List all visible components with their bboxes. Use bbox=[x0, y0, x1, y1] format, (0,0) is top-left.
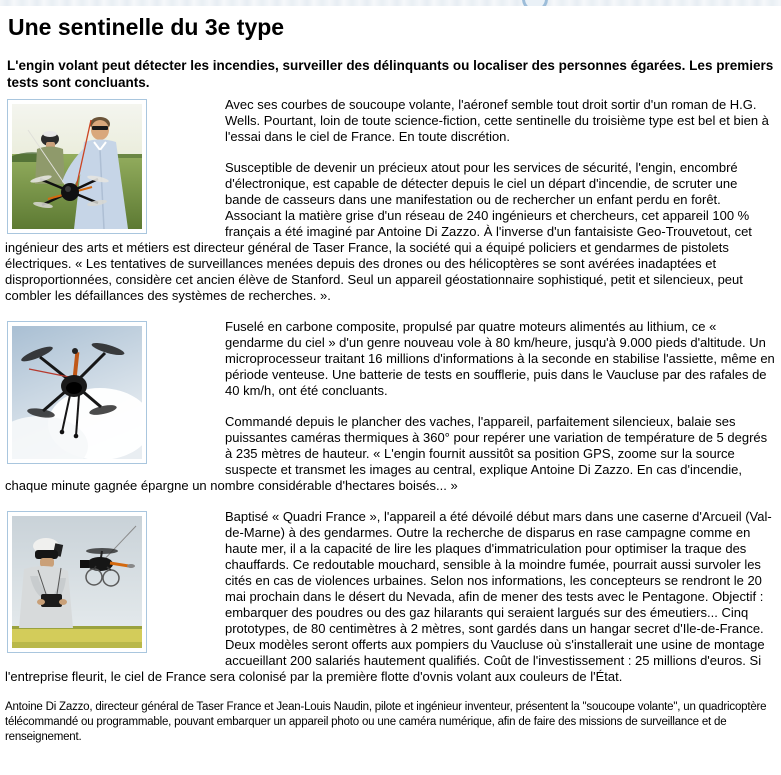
drone-flying-photo-art bbox=[12, 326, 142, 459]
paragraph: Avec ses courbes de soucoupe volante, l'aéronef semble tout droit sortir d'un roman de H.G. Wells. Pourtant, loin de toute science-fiction, cette sentinelle du troisième type est bel et bien à l'essai dans le ciel de France. En toute discrétion. bbox=[225, 97, 769, 144]
cropped-logo-fragment bbox=[522, 0, 548, 6]
drone-operator-photo-art bbox=[12, 516, 142, 648]
article-section-1 bbox=[5, 97, 776, 304]
paragraph: Susceptible de devenir un précieux atout pour les services de sécurité, l'engin, encombré d'électronique, est capable de détecter depuis le ciel un départ d'incendie, de scruter une bande de casseurs dans une manifestation ou de rechercher un enfant perdu en forêt. Associant la matière grise d'un réseau de 240 ingénieurs et chercheurs, cet appareil 100 % français a été imaginé par Antoine Di Zazzo. À l'inverse d'un fantaisiste Geo-Trouvetout, cet ingénieur des arts et métiers est directeur général de Taser France, la société qui a équipé policiers et gendarmes de pistolets électriques. « Les tentatives de surveillances menées depuis des drones ou des hélicoptères se sont avérées inadaptées et disproportionnées, considère cet ancien élève de Stanford. Seul un appareil géostationnaire sophistiqué, petit et silencieux, peut combler les défaillances des systèmes de recherches. ». bbox=[5, 160, 752, 303]
article-section-3 bbox=[5, 509, 776, 685]
drone-presentation-photo-art bbox=[12, 104, 142, 229]
article-section-2 bbox=[5, 319, 776, 494]
drone-operator-photo bbox=[7, 511, 147, 653]
drone-flying-photo bbox=[7, 321, 147, 464]
page-title: Une sentinelle du 3e type bbox=[8, 14, 285, 40]
photo-caption: Antoine Di Zazzo, directeur général de Taser France et Jean-Louis Naudin, pilote et ingénieur inventeur, présentent la "soucoupe volante", un quadricoptère télécommandé ou programmable, pouvant embarquer un appareil photo ou une caméra numérique, afin de faire des missions de surveillance et de renseignement. bbox=[5, 701, 767, 743]
drone-presentation-photo bbox=[7, 99, 147, 234]
paragraph: Commandé depuis le plancher des vaches, l'appareil, parfaitement silencieux, balaie ses puissantes caméras thermiques à 360° pour repérer une variation de température de 5 degrés à 235 mètres de hauteur. « L'engin fournit aussitôt sa position GPS, zoome sur la source suspecte et transmet les images au central, explique Antoine Di Zazzo. En cas d'incendie, chaque minute gagnée épargne un nombre considérable d'hectares boisés... » bbox=[5, 414, 768, 493]
article-standfirst: L'engin volant peut détecter les incendies, surveiller des délinquants ou localiser des personnes égarées. Les premiers tests sont concluants. bbox=[7, 58, 774, 90]
paragraph: Baptisé « Quadri France », l'appareil a été dévoilé début mars dans une caserne d'Arcueil (Val-de-Marne) à des gendarmes. Outre la recherche de disparus en rase campagne comme en haute mer, il a la capacité de lire les plaques d'immatriculation pour optimiser la traque des chauffards. Ce redoutable mouchard, sensible à la moindre fumée, pourrait aussi survoler les cités en cas de violences urbaines. Selon nos informations, les concepteurs se rendront le 20 mai prochain dans le désert du Nevada, afin de mener des tests avec le Pentagone. Objectif : embarquer des poudres ou des gaz hilarants qui seraient largués sur des émeutiers... Cinq prototypes, de 80 centimètres à 2 mètres, sont gardés dans un hangar secret d'Ile-de-France. Deux modèles seront offerts aux pompiers du Vaucluse où s'installerait une usine de montage accueillant 200 salariés hautement qualifiés. Coût de l'investissement : 25 millions d'euros. Si l'entreprise fleurit, le ciel de France sera colonisé par la première flotte d'ovnis volant aux couleurs de l'État. bbox=[5, 509, 772, 684]
paragraph: Fuselé en carbone composite, propulsé par quatre moteurs alimentés au lithium, ce « gendarme du ciel » d'un genre nouveau vole à 80 km/heure, jusqu'à 9.000 pieds d'altitude. Un microprocesseur traitant 16 millions d'informations à la seconde en stabilise l'assiette, même en période venteuse. Une batterie de tests en soufflerie, puis dans le Vaucluse par des rafales de 40 km/h, ont été concluants. bbox=[225, 319, 775, 398]
page-top-artifact bbox=[0, 0, 781, 6]
